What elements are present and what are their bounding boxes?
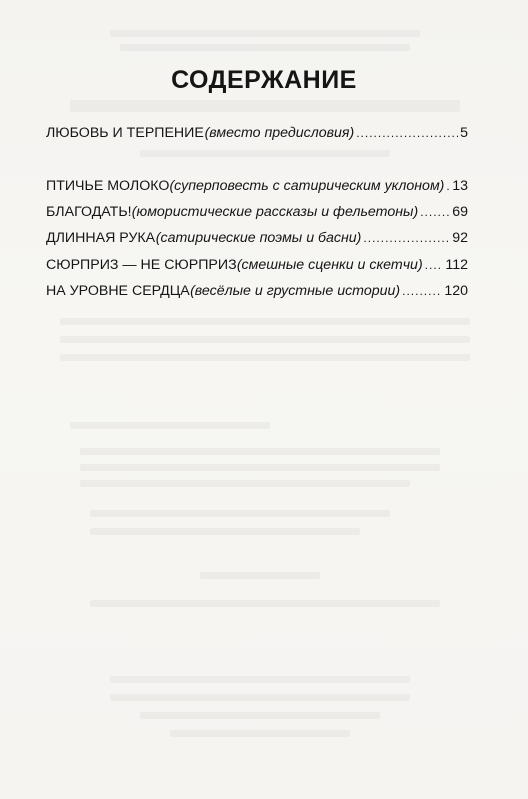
toc-entry: [46, 204, 468, 224]
toc-entry-title: ПТИЧЬЕ МОЛОКО: [46, 178, 170, 194]
show-through-line: [200, 572, 320, 579]
toc-page-number: 13: [452, 178, 468, 194]
toc-page-number: 112: [445, 257, 468, 273]
toc-dot-leader: [446, 179, 450, 193]
show-through-line: [90, 600, 440, 607]
toc-entry: [46, 125, 468, 145]
toc-entry-title: НА УРОВНЕ СЕРДЦА: [46, 283, 190, 299]
toc-dot-leader: [402, 284, 442, 298]
show-through-line: [170, 730, 350, 737]
toc-entry-subtitle: (вместо предисловия): [204, 125, 355, 141]
show-through-line: [60, 354, 470, 361]
toc-entry-subtitle: (юмористические рассказы и фельетоны): [131, 204, 419, 220]
toc-page-number: 69: [452, 204, 468, 220]
show-through-line: [120, 44, 410, 51]
toc-entry-title: ДЛИННАЯ РУКА: [46, 230, 156, 246]
toc-dot-leader: [425, 258, 444, 272]
toc-dot-leader: [356, 126, 458, 140]
show-through-line: [140, 712, 380, 719]
toc-page-number: 120: [444, 283, 468, 299]
show-through-line: [140, 150, 390, 157]
toc-entry-title: БЛАГОДАТЬ!: [46, 204, 132, 220]
show-through-line: [80, 464, 440, 471]
toc-entry: [46, 283, 468, 303]
toc-dot-leader: [420, 205, 450, 219]
toc-entry-subtitle: (смешные сценки и скетчи): [236, 257, 423, 273]
toc-entry: [46, 257, 468, 277]
toc-page-number: 92: [452, 230, 468, 246]
toc-entry-title: СЮРПРИЗ — НЕ СЮРПРИЗ: [46, 257, 237, 273]
toc-entry: [46, 230, 468, 250]
show-through-line: [70, 422, 270, 429]
toc-page-number: 5: [460, 125, 468, 141]
toc-entry-subtitle: (сатирические поэмы и басни): [155, 230, 362, 246]
show-through-line: [80, 448, 440, 455]
toc-entry-title: ЛЮБОВЬ И ТЕРПЕНИЕ: [46, 125, 204, 141]
toc-dot-leader: [363, 231, 450, 245]
show-through-line: [90, 510, 390, 517]
show-through-line: [90, 528, 360, 535]
show-through-line: [60, 318, 470, 325]
toc-entry-subtitle: (весёлые и грустные истории): [190, 283, 401, 299]
show-through-line: [60, 336, 470, 343]
show-through-line: [110, 30, 420, 37]
toc-entry: [46, 178, 468, 198]
page-title: СОДЕРЖАНИЕ: [171, 66, 357, 94]
toc-entry-subtitle: (суперповесть с сатирическим уклоном): [169, 178, 445, 194]
show-through-line: [70, 100, 460, 112]
show-through-line: [80, 480, 410, 487]
show-through-line: [110, 676, 410, 683]
show-through-line: [110, 694, 410, 701]
